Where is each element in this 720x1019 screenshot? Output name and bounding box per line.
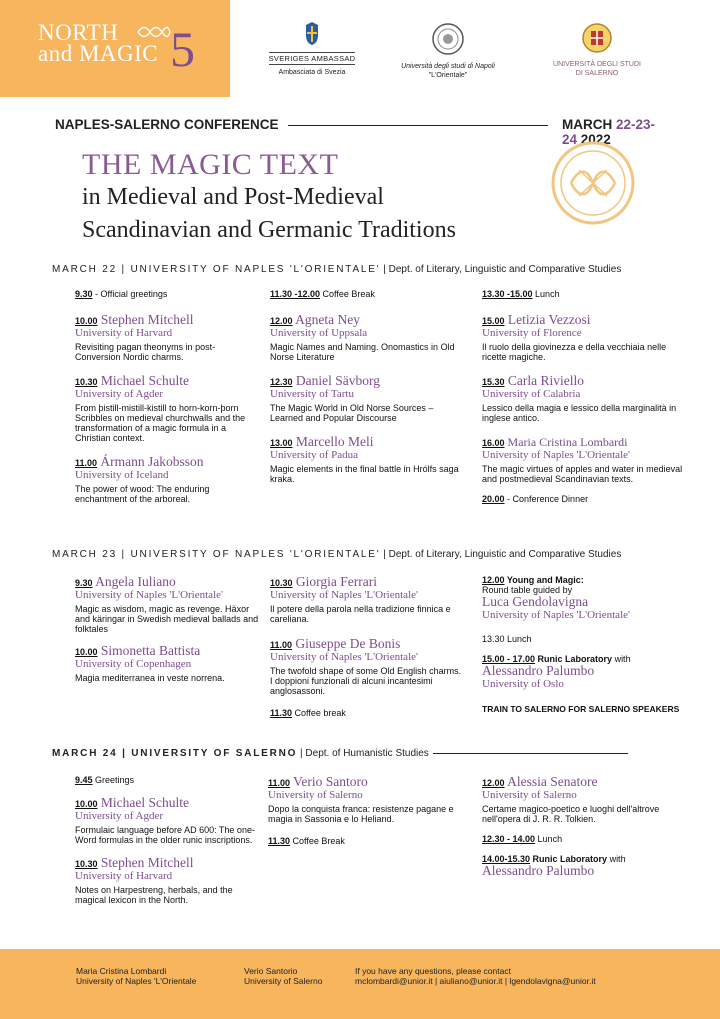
session-time: 12.30: [270, 377, 293, 387]
talk-title: The Magic World in Old Norse Sources – Learned and Popular Discourse: [270, 403, 434, 423]
speaker-affiliation: University of Naples 'L'Orientale': [482, 609, 630, 621]
day1-dinner-time: 20.00: [482, 494, 505, 504]
session-time: 15.00: [482, 316, 505, 326]
day3-lunch-time: 12.30 - 14.00: [482, 834, 536, 844]
talk-title: Lessico della magia e lessico della marginalità in inglese antico.: [482, 403, 677, 423]
day1-break-time: 11.30 -12.00: [270, 289, 321, 299]
talk-title: Certame magico-poetico e luoghi dell'altrove nell'opera di J. R. R. Tolkien.: [482, 804, 660, 824]
speaker-name: Angela Iuliano: [92, 574, 176, 589]
talk-title: Dopo la conquista franca: resistenze pagane e magia in Sassonia e lo Heliand.: [268, 804, 454, 824]
session-time: 16.00: [482, 438, 505, 448]
talk-title: The twofold shape of some Old English charms. I doppioni funzionali di alcuni incantesimi anglosassoni.: [270, 666, 462, 696]
day2-title: MARCH 23 | UNIVERSITY OF NAPLES 'L'ORIENTALE': [52, 549, 381, 560]
day3-break-time: 11.30: [268, 836, 291, 846]
speaker-name: Giuseppe De Bonis: [292, 636, 401, 651]
speaker-name: Alessandro Palumbo: [482, 663, 595, 678]
salerno-seal-icon: [581, 22, 613, 54]
day3-break-text: Coffee Break: [290, 836, 345, 846]
day3-lunch-text: Lunch: [535, 834, 563, 844]
speaker-name: Maria Cristina Lombardi: [504, 435, 628, 449]
salerno-logo-line1: UNIVERSITÀ DEGLI STUDI: [553, 61, 641, 68]
footer-contact-2-name: Verio Santorio: [244, 966, 298, 976]
day3-greet-time: 9.45: [75, 775, 93, 785]
speaker-affiliation: University of Harvard: [75, 327, 173, 339]
footer-contact-1-affil: University of Naples 'L'Orientale: [76, 976, 197, 986]
speaker-name: Stephen Mitchell: [97, 312, 194, 327]
speaker-affiliation: University of Iceland: [75, 469, 169, 481]
day3-col2: [268, 775, 463, 846]
sweden-logo-line1: SVERIGES AMBASSAD: [268, 54, 356, 63]
conference-month: MARCH: [562, 117, 616, 132]
speaker-affiliation: University of Florence: [482, 327, 582, 339]
day1-lunch-text: Lunch: [532, 289, 560, 299]
speaker-affiliation: University of Oslo: [482, 678, 564, 690]
day3-title: MARCH 24 | UNIVERSITY OF SALERNO: [52, 748, 298, 759]
day1-col2: [270, 289, 465, 484]
footer-contacts: [0, 949, 720, 1019]
session-time: 10.00: [75, 316, 98, 326]
session-time: 10.30: [75, 859, 98, 869]
day3-col1: [75, 775, 260, 905]
speaker-affiliation: University of Harvard: [75, 870, 173, 882]
day3-col3: [482, 775, 687, 878]
speaker-name: Alessandro Palumbo: [482, 863, 595, 878]
session-time: 9.30: [75, 578, 93, 588]
sweden-logo-line2: Ambasciata di Svezia: [278, 69, 346, 76]
speaker-affiliation: University of Salerno: [482, 789, 577, 801]
conference-days: 22-23-24: [562, 117, 656, 147]
day2-col1: [75, 575, 260, 683]
naples-logo-line1: Università degli studi di Napoli: [401, 63, 495, 70]
session-time: 10.00: [75, 647, 98, 657]
session-time: 10.30: [270, 578, 293, 588]
day3-lab-time: 14.00-15.30: [482, 854, 531, 864]
day3-lab-with: with: [607, 854, 626, 864]
day2-lab-time: 15.00 - 17.00: [482, 654, 536, 664]
speaker-affiliation: University of Agder: [75, 388, 163, 400]
talk-title: Formulaic language before AD 600: The one-Word formulas in the older runic inscriptions.: [75, 825, 255, 845]
footer-contact-1-name: Maria Cristina Lombardi: [76, 966, 167, 976]
day2-lab-with: with: [612, 654, 631, 664]
speaker-name: Alessia Senatore: [504, 774, 598, 789]
page-subtitle-2: Scandinavian and Germanic Traditions: [82, 217, 456, 243]
day1-greet-text: - Official greetings: [92, 289, 168, 299]
day1-col1: [75, 289, 260, 504]
day2-lunch: 13.30 Lunch: [482, 634, 532, 644]
speaker-affiliation: University of Naples 'L'Orientale': [270, 651, 418, 663]
conference-year: 2022: [577, 132, 611, 147]
day2-break-time: 11.30: [270, 708, 293, 718]
swedish-crest-icon: [302, 22, 322, 46]
footer-contact-1: [76, 966, 196, 986]
day1-lunch-time: 13.30 -15.00: [482, 289, 533, 299]
session-time: 15.30: [482, 377, 505, 387]
talk-title: The power of wood: The enduring enchantment of the arboreal.: [75, 484, 210, 504]
day1-break-text: Coffee Break: [320, 289, 375, 299]
speaker-name: Ármann Jakobsson: [97, 454, 204, 469]
session-time: 10.30: [75, 377, 98, 387]
salerno-university-logo: [547, 22, 647, 78]
day3-greet-text: Greetings: [92, 775, 135, 785]
speaker-affiliation: University of Uppsala: [270, 327, 368, 339]
conference-label: NAPLES-SALERNO CONFERENCE: [55, 117, 279, 132]
speaker-affiliation: University of Naples 'L'Orientale': [482, 449, 630, 461]
speaker-name: Simonetta Battista: [97, 643, 201, 658]
speaker-affiliation: University of Tartu: [270, 388, 354, 400]
speaker-name: Michael Schulte: [97, 373, 190, 388]
speaker-name: Giorgia Ferrari: [292, 574, 378, 589]
speaker-affiliation: University of Agder: [75, 810, 163, 822]
speaker-name: Michael Schulte: [97, 795, 190, 810]
naples-university-logo: [398, 22, 498, 80]
day2-col3: [482, 575, 692, 714]
talk-title: Magia mediterranea in veste norrena.: [75, 673, 225, 683]
session-time: 12.00: [270, 316, 293, 326]
day2-dept: | Dept. of Literary, Linguistic and Comparative Studies: [380, 549, 622, 560]
day3-lab-text: Runic Laboratory: [530, 854, 608, 864]
day2-round-title: Young and Magic:: [504, 575, 584, 585]
day2-header: [52, 549, 621, 560]
speaker-name: Letizia Vezzosi: [504, 312, 591, 327]
session-time: 13.00: [270, 438, 293, 448]
talk-title: Magic Names and Naming. Onomastics in Old Norse Literature: [270, 342, 455, 362]
talk-title: The magic virtues of apples and water in medieval and postmedieval Scandinavian texts.: [482, 464, 683, 484]
session-time: 11.00: [270, 640, 293, 650]
talk-title: Il potere della parola nella tradizione finnica e careliana.: [270, 604, 451, 624]
session-time: 10.00: [75, 799, 98, 809]
brand-line-2: and MAGIC: [38, 41, 159, 66]
talk-title: Notes on Harpestreng, herbals, and the magical lexicon in the North.: [75, 885, 233, 905]
day3-header: [52, 748, 628, 759]
footer-contact-2: [244, 966, 322, 986]
day1-header: [52, 264, 621, 275]
talk-title: Revisiting pagan theonyms in post-Conversion Nordic charms.: [75, 342, 216, 362]
day2-round-time: 12.00: [482, 575, 505, 585]
salerno-logo-line2: DI SALERNO: [575, 70, 619, 77]
footer-contact-note: If you have any questions, please contact: [355, 966, 511, 976]
speaker-affiliation: University of Copenhagen: [75, 658, 192, 670]
page-title: THE MAGIC TEXT: [82, 148, 339, 181]
day2-round-text: Round table guided by: [482, 585, 573, 595]
speaker-affiliation: University of Calabria: [482, 388, 581, 400]
speaker-affiliation: University of Padua: [270, 449, 358, 461]
day1-greet-time: 9.30: [75, 289, 93, 299]
day2-col2: [270, 575, 465, 718]
speaker-name: Marcello Meli: [292, 434, 374, 449]
conference-banner: [55, 117, 665, 147]
footer-contact-2-affil: University of Salerno: [244, 976, 323, 986]
day1-dept: | Dept. of Literary, Linguistic and Comparative Studies: [380, 264, 622, 275]
speaker-name: Verio Santoro: [290, 774, 368, 789]
footer-contact-3: [355, 966, 675, 986]
speaker-name: Agneta Ney: [292, 312, 361, 327]
sweden-embassy-logo: [262, 22, 362, 77]
day1-col3: [482, 289, 687, 504]
footer-contact-emails[interactable]: mclombardi@unior.it | aiuliano@unior.it | lgendolavigna@unior.it: [355, 976, 596, 986]
session-time: 11.00: [268, 778, 291, 788]
day2-train-note: TRAIN TO SALERNO FOR SALERNO SPEAKERS: [482, 704, 680, 714]
conference-divider: [288, 125, 548, 126]
day1-dinner-text: - Conference Dinner: [504, 494, 589, 504]
brand-number: 5: [170, 21, 196, 77]
session-time: 11.00: [75, 458, 98, 468]
talk-title: From þistill-mistill-kistill to horn-korn-þorn Scribbles on medieval churchwalls and the transformation of a magic formula in a Christian context.: [75, 403, 246, 443]
speaker-name: Carla Riviello: [504, 373, 585, 388]
speaker-affiliation: University of Salerno: [268, 789, 363, 801]
talk-title: Il ruolo della giovinezza e della vecchiaia nelle ricette magiche.: [482, 342, 667, 362]
session-time: 12.00: [482, 778, 505, 788]
speaker-affiliation: University of Naples 'L'Orientale': [75, 589, 223, 601]
talk-title: Magic elements in the final battle in Hrólfs saga kraka.: [270, 464, 459, 484]
page-subtitle-1: in Medieval and Post-Medieval: [82, 184, 384, 210]
speaker-affiliation: University of Naples 'L'Orientale': [270, 589, 418, 601]
day3-divider: [433, 753, 628, 754]
day2-break-text: Coffee break: [292, 708, 346, 718]
speaker-name: Luca Gendolavigna: [482, 594, 589, 609]
speaker-name: Daniel Sävborg: [292, 373, 381, 388]
partner-logos: [0, 22, 720, 92]
naples-seal-icon: [431, 22, 465, 56]
rune-ring-icon: [543, 138, 643, 228]
talk-title: Magic as wisdom, magic as revenge. Häxor and käringar in Swedish medieval ballads and folktales: [75, 604, 259, 634]
day1-title: MARCH 22 | UNIVERSITY OF NAPLES 'L'ORIENTALE': [52, 264, 381, 275]
brand-line-1: NORTH: [38, 20, 119, 45]
naples-logo-line2: "L'Orientale": [428, 72, 468, 79]
day2-lab-text: Runic Laboratory: [535, 654, 613, 664]
day3-dept: | Dept. of Humanistic Studies: [297, 748, 429, 759]
speaker-name: Stephen Mitchell: [97, 855, 194, 870]
